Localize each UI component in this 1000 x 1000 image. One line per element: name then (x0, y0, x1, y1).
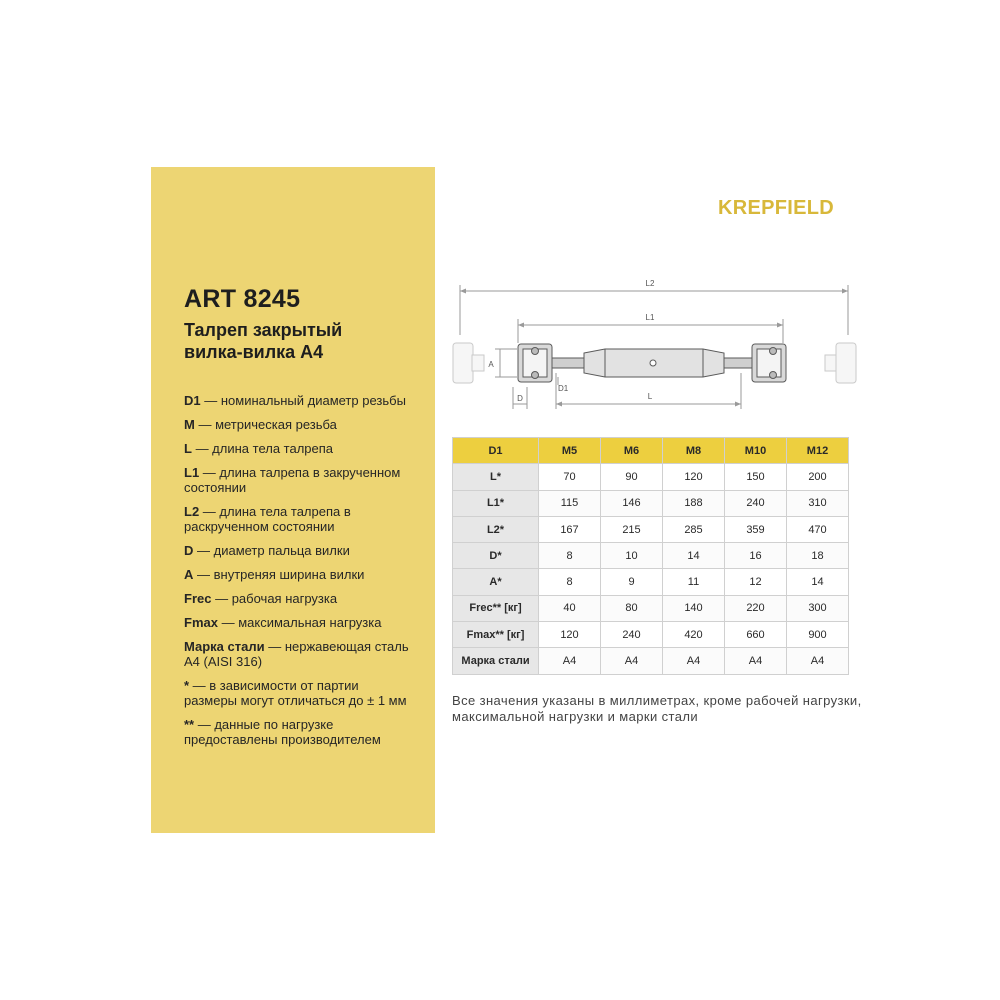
brand-logo: KREPFIELD (718, 197, 835, 219)
legend-key: ** (184, 717, 195, 732)
table-row (453, 490, 849, 516)
legend-item (184, 543, 415, 558)
info-panel (151, 167, 435, 833)
table-cell: 310 (787, 490, 849, 516)
table-cell: 70 (539, 464, 601, 490)
legend-text: — нержавеющая сталь А4 (AISI 316) (184, 639, 409, 669)
legend-key: A (184, 567, 194, 582)
legend-list (184, 393, 415, 747)
legend-item (184, 678, 415, 708)
legend-text: — рабочая нагрузка (211, 591, 338, 606)
table-cell: 140 (663, 595, 725, 621)
table-row (453, 464, 849, 490)
column-header: D1 (453, 438, 539, 464)
legend-text: — длина тела талрепа в раскрученном состоянии (184, 504, 351, 534)
table-cell: 240 (601, 622, 663, 648)
row-header: A* (453, 569, 539, 595)
table-cell: 11 (663, 569, 725, 595)
table-cell: 215 (601, 516, 663, 542)
product-name-line-2: вилка-вилка А4 (184, 342, 324, 362)
legend-key: L1 (184, 465, 200, 480)
table-cell: А4 (539, 648, 601, 674)
table-cell: 200 (787, 464, 849, 490)
legend-text: — данные по нагрузке предоставлены производителем (184, 717, 381, 747)
table-cell: 8 (539, 569, 601, 595)
table-cell: 150 (725, 464, 787, 490)
legend-item (184, 591, 415, 606)
column-header: M10 (725, 438, 787, 464)
table-cell: 300 (787, 595, 849, 621)
legend-item (184, 717, 415, 747)
row-header: Frec** [кг] (453, 595, 539, 621)
legend-item (184, 441, 415, 456)
legend-key: D (184, 543, 194, 558)
table-row (453, 516, 849, 542)
table-cell: 285 (663, 516, 725, 542)
legend-text: — максимальная нагрузка (217, 615, 382, 630)
legend-text: — в зависимости от партии размеры могут отличаться до ± 1 мм (184, 678, 407, 708)
table-cell: 188 (663, 490, 725, 516)
legend-item (184, 465, 415, 495)
table-cell: 120 (539, 622, 601, 648)
a-label: A (488, 360, 494, 369)
legend-item (184, 615, 415, 630)
table-cell: 9 (601, 569, 663, 595)
table-cell: 10 (601, 543, 663, 569)
legend-key: D1 (184, 393, 201, 408)
spec-table (452, 437, 849, 675)
column-header: M12 (787, 438, 849, 464)
table-cell: 16 (725, 543, 787, 569)
column-header: M8 (663, 438, 725, 464)
table-cell: А4 (787, 648, 849, 674)
table-cell: 8 (539, 543, 601, 569)
article-number: ART 8245 (184, 285, 301, 313)
legend-item (184, 393, 415, 408)
table-cell: 90 (601, 464, 663, 490)
table-cell: 420 (663, 622, 725, 648)
legend-item (184, 567, 415, 582)
table-cell: 18 (787, 543, 849, 569)
table-cell: 470 (787, 516, 849, 542)
legend-key: Марка стали (184, 639, 265, 654)
legend-text: — внутреняя ширина вилки (193, 567, 365, 582)
table-cell: 359 (725, 516, 787, 542)
l1-label: L1 (645, 313, 655, 322)
row-header: Марка стали (453, 648, 539, 674)
row-header: L1* (453, 490, 539, 516)
table-row (453, 648, 849, 674)
row-header: L* (453, 464, 539, 490)
units-note: Все значения указаны в миллиметрах, кроме рабочей нагрузки, максимальной нагрузки и марки стали (452, 693, 862, 724)
table-cell: А4 (601, 648, 663, 674)
l-label: L (647, 392, 653, 401)
table-cell: А4 (663, 648, 725, 674)
table-row (453, 569, 849, 595)
table-cell: 115 (539, 490, 601, 516)
legend-key: * (184, 678, 190, 693)
d1-label: D1 (558, 384, 569, 393)
legend-key: M (184, 417, 195, 432)
table-cell: 12 (725, 569, 787, 595)
table-header-row (453, 438, 849, 464)
turnbuckle-diagram (445, 275, 865, 410)
legend-item (184, 639, 415, 669)
legend-text: — длина тела талрепа (191, 441, 334, 456)
legend-text: — метрическая резьба (194, 417, 337, 432)
table-row (453, 595, 849, 621)
legend-key: L2 (184, 504, 200, 519)
legend-item (184, 504, 415, 534)
table-row (453, 543, 849, 569)
legend-text: — длина талрепа в закрученном состоянии (184, 465, 401, 495)
table-cell: 167 (539, 516, 601, 542)
table-cell: 80 (601, 595, 663, 621)
table-cell: 220 (725, 595, 787, 621)
d-label: D (517, 394, 523, 403)
table-cell: 40 (539, 595, 601, 621)
legend-text: — номинальный диаметр резьбы (200, 393, 406, 408)
row-header: D* (453, 543, 539, 569)
l2-label: L2 (645, 279, 655, 288)
legend-item (184, 417, 415, 432)
table-cell: 660 (725, 622, 787, 648)
legend-key: Fmax (184, 615, 218, 630)
table-cell: 120 (663, 464, 725, 490)
legend-key: Frec (184, 591, 212, 606)
table-cell: 14 (663, 543, 725, 569)
product-name (184, 319, 415, 363)
legend-key: L (184, 441, 192, 456)
table-cell: 14 (787, 569, 849, 595)
table-cell: 240 (725, 490, 787, 516)
table-cell: А4 (725, 648, 787, 674)
table-row (453, 622, 849, 648)
product-name-line-1: Талреп закрытый (184, 320, 343, 340)
table-cell: 900 (787, 622, 849, 648)
table-cell: 146 (601, 490, 663, 516)
turnbuckle-body (518, 344, 786, 382)
row-header: L2* (453, 516, 539, 542)
column-header: M5 (539, 438, 601, 464)
column-header: M6 (601, 438, 663, 464)
legend-text: — диаметр пальца вилки (193, 543, 350, 558)
row-header: Fmax** [кг] (453, 622, 539, 648)
